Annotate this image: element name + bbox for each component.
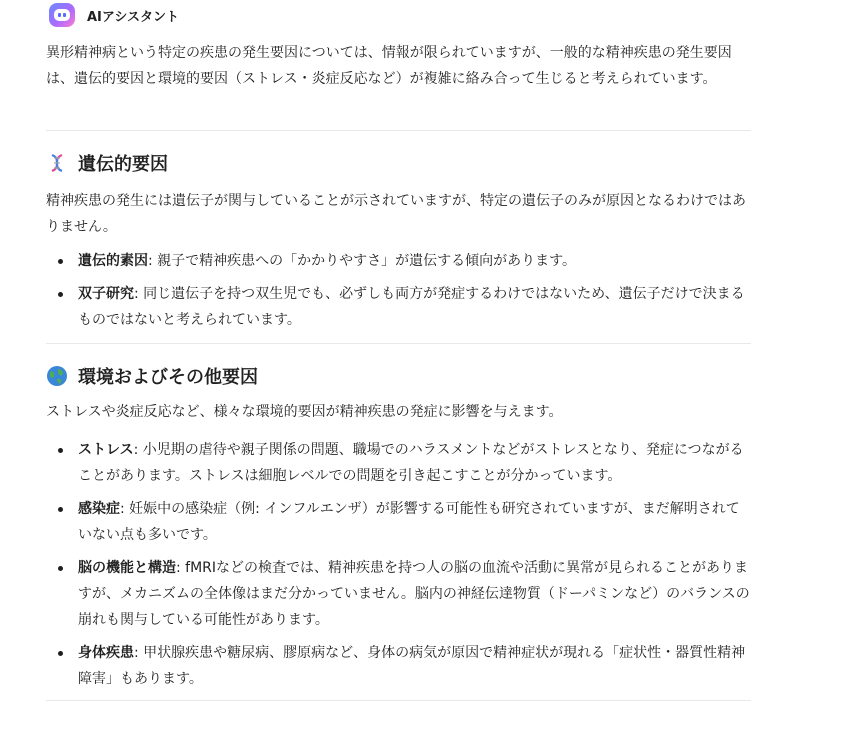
section-paragraph: 精神疾患の発生には遺伝子が関与していることが示されていますが、特定の遺伝子のみが原因となるわけではありません。: [46, 193, 746, 235]
list-item: [46, 640, 751, 692]
item-text: : 小児期の虐待や親子関係の問題、職場でのハラスメントなどがストレスとなり、発症につながることがあります。ストレスは細胞レベルでの問題を引き起こすことが分かっています。: [78, 442, 744, 484]
item-term: 脳の機能と構造: [78, 560, 176, 576]
globe-icon: [46, 365, 68, 387]
list-item: [46, 248, 751, 274]
item-text: : 親子で精神疾患への「かかりやすさ」が遺伝する傾向があります。: [148, 253, 577, 269]
list-item: [46, 496, 751, 548]
item-text: : 妊娠中の感染症（例: インフルエンザ）が影響する可能性も研究されていますが、まだ解明されていない点も多いです。: [78, 501, 740, 543]
section-title: 環境およびその他要因: [78, 367, 258, 388]
section-heading: [46, 362, 751, 390]
assistant-name: AIアシスタント: [87, 9, 179, 25]
item-term: 双子研究: [78, 286, 134, 302]
intro-paragraph: 異形精神病という特定の疾患の発生要因については、情報が限られていますが、一般的な精神疾患の発生要因は、遺伝的要因と環境的要因（ストレス・炎症反応など）が複雑に絡み合って生じると考えられています。: [46, 45, 732, 87]
item-term: 身体疾患: [78, 645, 134, 661]
divider: [46, 700, 751, 701]
bullet-list: [46, 248, 751, 333]
section-genetic: [46, 149, 751, 333]
section-heading: [46, 149, 751, 177]
assistant-header: [49, 3, 179, 27]
section-title: 遺伝的要因: [78, 154, 168, 175]
section-paragraph: ストレスや炎症反応など、様々な環境的要因が精神疾患の発症に影響を与えます。: [46, 404, 563, 420]
section-environment: [46, 362, 751, 692]
list-item: [46, 281, 751, 333]
dna-icon: [46, 152, 68, 174]
message-body: [46, 40, 751, 701]
divider: [46, 343, 751, 344]
bullet-list: [46, 437, 751, 692]
item-term: 感染症: [78, 501, 120, 517]
item-text: : 甲状腺疾患や糖尿病、膠原病など、身体の病気が原因で精神症状が現れる「症状性・器質性精神障害」もあります。: [78, 645, 746, 687]
item-text: : 同じ遺伝子を持つ双生児でも、必ずしも両方が発症するわけではないため、遺伝子だけで決まるものではないと考えられています。: [78, 286, 745, 328]
item-term: 遺伝的素因: [78, 253, 148, 269]
list-item: [46, 437, 751, 489]
item-term: ストレス: [78, 442, 134, 458]
item-text: : fMRIなどの検査では、精神疾患を持つ人の脳の血流や活動に異常が見られることがありますが、メカニズムの全体像はまだ分かっていません。脳内の神経伝達物質（ドーパミンなど）のバランスの崩れも関与している可能性があります。: [78, 560, 750, 628]
robot-icon: [49, 3, 75, 27]
divider: [46, 130, 751, 131]
list-item: [46, 555, 751, 633]
